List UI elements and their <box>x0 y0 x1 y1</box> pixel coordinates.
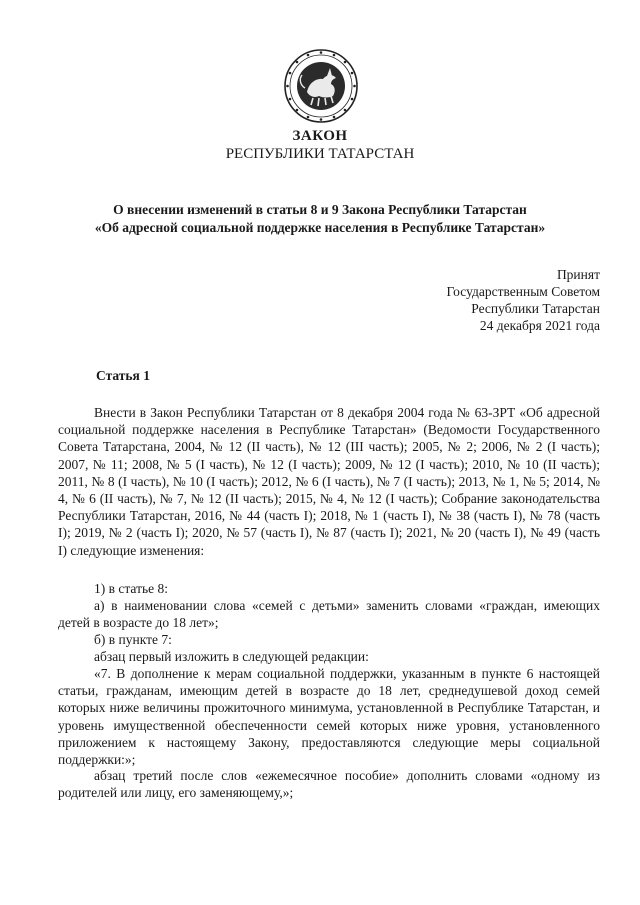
tatarstan-emblem-icon <box>283 48 359 124</box>
law-subject-line1: О внесении изменений в статьи 8 и 9 Закона Республики Татарстан <box>113 202 527 217</box>
article-heading: Статья 1 <box>96 368 150 383</box>
item-1a: а) в наименовании слова «семей с детьми» заменить словами «граждан, имеющих детей в возрасте до 18 лет»; <box>58 598 600 631</box>
adoption-line: Принят <box>556 267 600 282</box>
adoption-line: Республики Татарстан <box>471 301 600 316</box>
article-intro-paragraph: Внести в Закон Республики Татарстан от 8 декабря 2004 года № 63-ЗРТ «Об адресной социальной поддержке населения в Республике Татарстан» (Ведомости Государственного Совета Татарстана, 2004, № 12 (II часть), № 12 (III часть); 2005, № 2; 2006, № 2 (I часть); 2007, № 11; 2008, № 5 (I часть), № 12 (I часть); 2009, № 12 (I часть); 2010, № 10 (II часть); 2011, № 8 (I часть), № 10 (I часть); 2012, № 6 (I часть), № 7 (I часть); 2013, № 1, № 5; 2014, № 4, № 6 (II часть), № 7, № 12 (II часть); 2015, № 4, № 12 (I часть); Собрание законодательства Республики Татарстан, 2016, № 44 (часть I); 2018, № 1 (часть I), № 38 (часть I), № 78 (часть I); 2019, № 2 (часть I); 2020, № 57 (часть I), № 87 (часть I); 2021, № 20 (часть I), № 49 (часть I) следующие изменения: <box>58 405 600 558</box>
law-subject-line2: «Об адресной социальной поддержке населения в Республике Татарстан» <box>94 220 546 235</box>
adoption-line: Государственным Советом <box>446 284 600 299</box>
adoption-block <box>447 266 600 334</box>
item-1b-quoted-text: «7. В дополнение к мерам социальной поддержки, указанным в пункте 6 настоящей статьи, гражданам, имеющим детей в возрасте до 18 лет, среднедушевой доход семей которых ниже величины прожиточного минимума, установленной в Республике Татарстан, и уровень имущественной обеспеченности семей которых ниже уровня, установленного приложением к настоящему Закону, предоставляются следующие меры социальной поддержки:»; <box>58 666 600 768</box>
adoption-date: 24 декабря 2021 года <box>479 318 600 333</box>
item-1: 1) в статье 8: <box>94 581 168 596</box>
item-1b: б) в пункте 7: <box>94 632 172 647</box>
document-issuer: РЕСПУБЛИКИ ТАТАРСТАН <box>225 146 415 162</box>
document-title: ЗАКОН <box>292 128 348 144</box>
item-1b-third-paragraph: абзац третий после слов «ежемесячное пособие» дополнить словами «одному из родителей или лицу, его заменяющему,»; <box>58 768 600 801</box>
item-1b-first-paragraph: абзац первый изложить в следующей редакции: <box>94 649 369 664</box>
